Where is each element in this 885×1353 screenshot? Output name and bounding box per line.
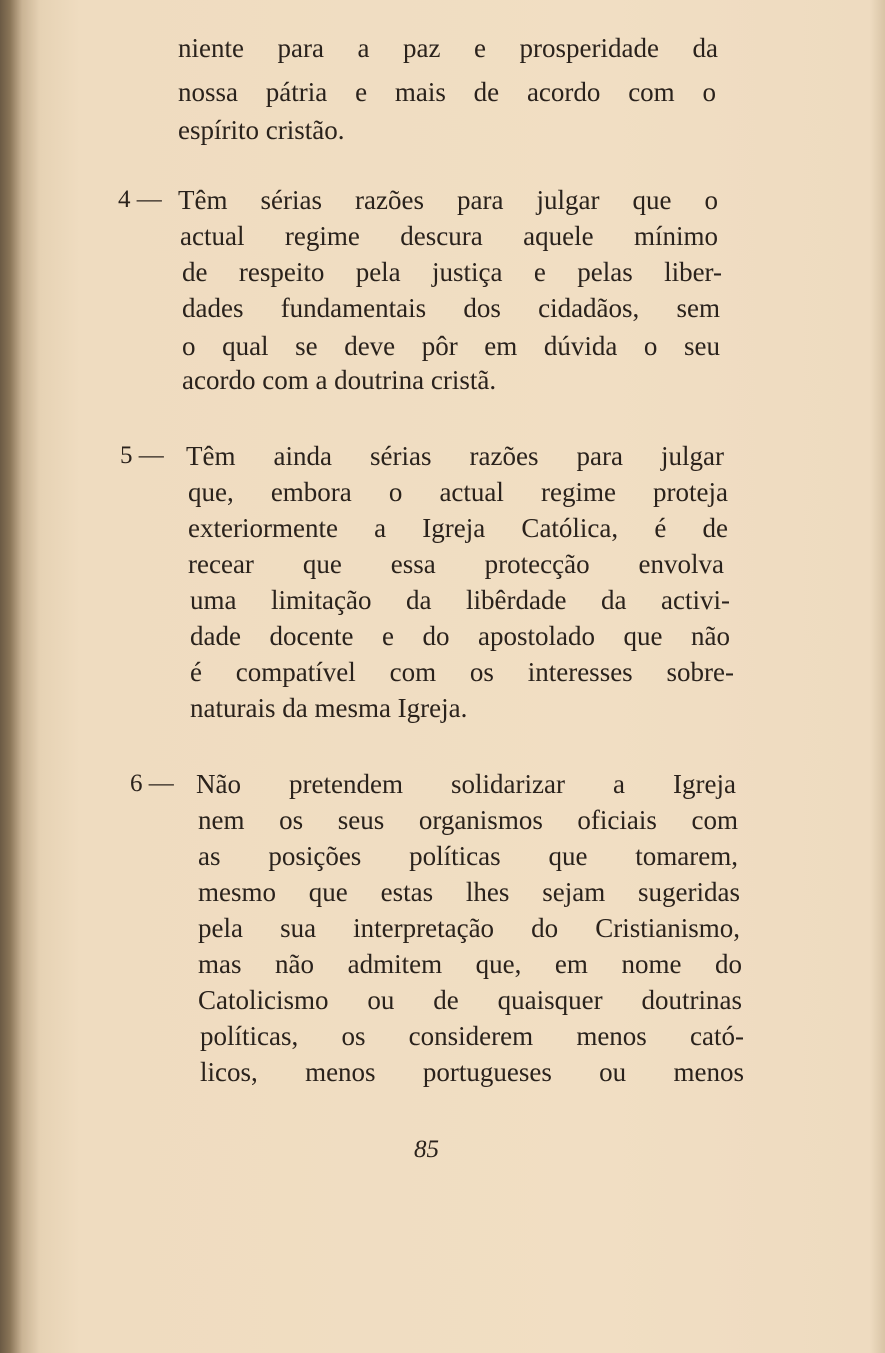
text-line: mesmo que estas lhes sejam sugeridas	[198, 877, 740, 907]
text-line: acordo com a doutrina cristã.	[182, 365, 497, 395]
text-line: Têm ainda sérias razões para julgar	[186, 441, 724, 471]
text-line: mas não admitem que, em nome do	[198, 949, 742, 979]
item-number: 6 —	[130, 770, 174, 797]
text-line: Têm sérias razões para julgar que o	[178, 185, 718, 215]
text-line: dades fundamentais dos cidadãos, sem	[182, 293, 720, 323]
text-line: licos, menos portugueses ou menos	[200, 1057, 744, 1087]
text-line: nossa pátria e mais de acordo com o	[178, 77, 716, 107]
text-line: o qual se deve pôr em dúvida o seu	[182, 331, 720, 361]
text-line: recear que essa protecção envolva	[188, 549, 724, 579]
text-line: exteriormente a Igreja Católica, é de	[188, 513, 728, 543]
text-line: Não pretendem solidarizar a Igreja	[196, 769, 736, 799]
text-line: é compatível com os interesses sobre-	[190, 657, 734, 687]
text-line: de respeito pela justiça e pelas liber-	[182, 257, 722, 287]
text-line: niente para a paz e prosperidade da	[178, 33, 718, 63]
item-number: 5 —	[120, 442, 164, 469]
text-line: actual regime descura aquele mínimo	[180, 221, 718, 251]
text-line: pela sua interpretação do Cristianismo,	[198, 913, 740, 943]
text-line: as posições políticas que tomarem,	[198, 841, 738, 871]
text-line: dade docente e do apostolado que não	[190, 621, 730, 651]
page-number: 85	[414, 1136, 439, 1163]
text-line: que, embora o actual regime proteja	[188, 477, 728, 507]
text-line: uma limitação da libêrdade da activi-	[190, 585, 730, 615]
item-number: 4 —	[118, 186, 162, 213]
text-line: políticas, os considerem menos cató-	[200, 1021, 744, 1051]
text-line: espírito cristão.	[178, 115, 345, 145]
text-line: Catolicismo ou de quaisquer doutrinas	[198, 985, 742, 1015]
text-line: naturais da mesma Igreja.	[190, 693, 468, 723]
text-line: nem os seus organismos oficiais com	[198, 805, 738, 835]
